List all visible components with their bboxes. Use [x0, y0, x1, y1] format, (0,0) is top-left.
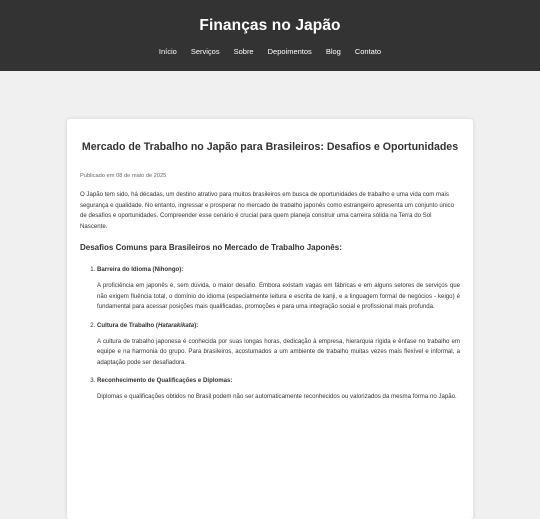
challenge-text: A proficiência em japonês é, sem dúvida, o maior desafio. Embora existam vagas em fábricas e em alguns setores de serviços que não exigem fluência total, o domínio do idioma (especialmente leitura e escrita de kanji, e a linguagem formal de negócios - keigo) é fundamental para acessar posições mais qualificadas, promoções e para uma integração social e profissional mais profunda. [97, 282, 460, 310]
challenge-text: Diplomas e qualificações obtidos no Brasil podem não ser automaticamente reconhecidos ou valorizados da mesma forma no Japão. [97, 393, 457, 400]
challenge-title: 1. Barreira do Idioma (Nihongo): [97, 266, 184, 273]
site-title: Finanças no Japão [199, 17, 341, 34]
section-heading: Desafios Comuns para Brasileiros no Mercado de Trabalho Japonês: [80, 243, 342, 252]
nav-link-contato[interactable]: Contato [354, 47, 382, 56]
challenge-title-prefix: Cultura de Trabalho ( [97, 321, 158, 329]
challenge-title [97, 321, 460, 330]
list-item [97, 265, 460, 313]
challenge-text: A cultura de trabalho japonesa é conhecida por suas longas horas, dedicação à empresa, hierarquia rígida e ênfase no trabalho em equipe e na harmonia do grupo. Para brasileiros, acostumados a um ambiente de trabalho muitas vezes mais flexível e informal, a adaptação pode ser desafiadora. [97, 337, 460, 366]
list-item [97, 376, 460, 403]
article-intro: O Japão tem sido, há décadas, um destino atrativo para muitos brasileiros em busca de oportunidades de trabalho e uma vida com mais segurança e qualidade. No entanto, ingressar e prosperar no mercado de trabalho japonês como estrangeiro apresenta um conjunto único de desafios e oportunidades. Compreender esse cenário é crucial para quem planeja construir uma carreira sólida na Terra do Sol Nascente. [80, 191, 454, 230]
nav-link-servicos[interactable]: Serviços [190, 47, 220, 56]
nav-link-depoimentos[interactable]: Depoimentos [267, 47, 312, 56]
challenge-title-suffix: ): [194, 321, 199, 329]
challenges-list [80, 265, 460, 403]
main-nav [0, 47, 540, 57]
site-header [0, 0, 540, 71]
challenge-title: 3. Reconhecimento de Qualificações e Diplomas: [97, 377, 233, 384]
article-card [67, 119, 473, 519]
nav-link-blog[interactable]: Blog [325, 47, 341, 56]
article-title: Mercado de Trabalho no Japão para Brasileiros: Desafios e Oportunidades [81, 141, 459, 153]
list-item [97, 321, 460, 369]
publish-date: Publicado em 08 de maio de 2025 [80, 173, 167, 179]
nav-link-sobre[interactable]: Sobre [233, 47, 254, 56]
challenge-title-emphasis: Hatarakikata [157, 321, 195, 329]
nav-link-inicio[interactable]: Início [158, 47, 177, 56]
